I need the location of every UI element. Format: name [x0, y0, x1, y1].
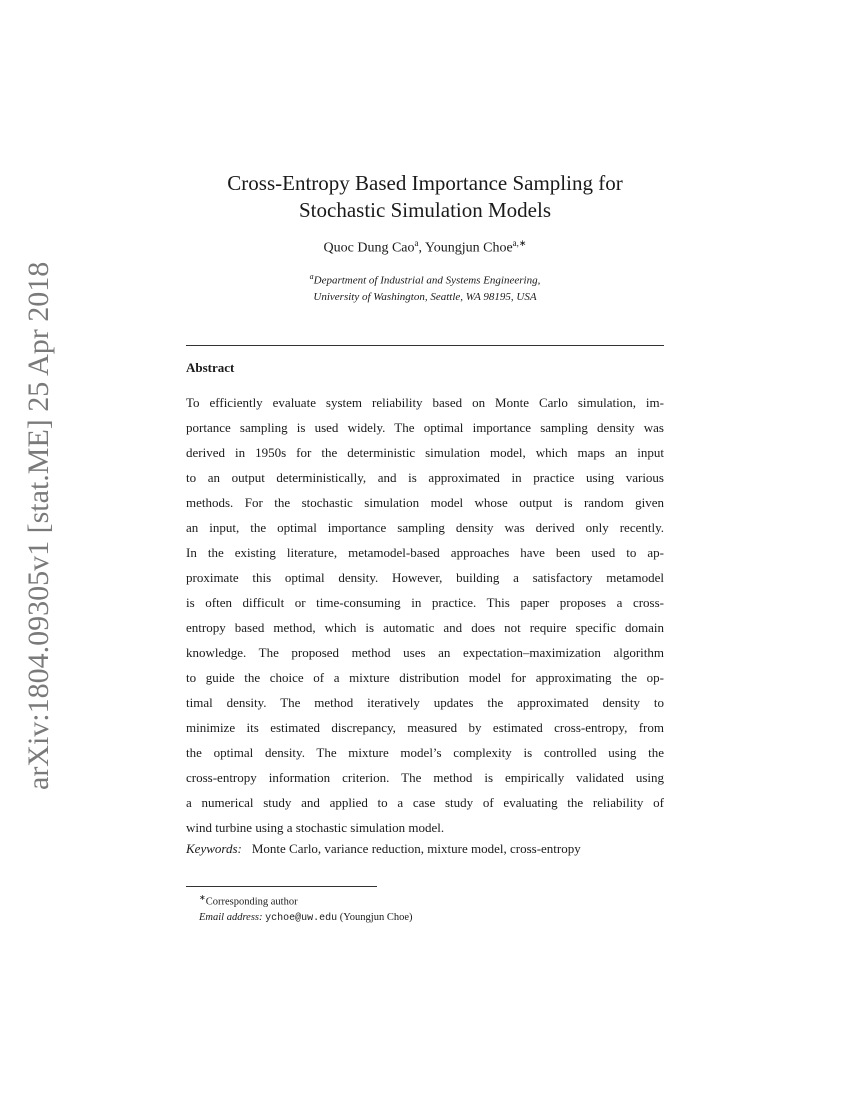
- footnote-rule: [186, 886, 377, 887]
- abstract-line: To efficiently evaluate system reliability based on Monte Carlo simulation, im-: [186, 395, 664, 410]
- abstract-line: entropy based method, which is automatic and does not require specific domain: [186, 620, 664, 635]
- abstract-line: timal density. The method iteratively updates the approximated density to: [186, 695, 664, 710]
- abstract-line: proximate this optimal density. However, building a satisfactory metamodel: [186, 570, 664, 585]
- abstract-line: knowledge. The proposed method uses an expectation–maximization algorithm: [186, 645, 664, 660]
- abstract-line: In the existing literature, metamodel-based approaches have been used to ap-: [186, 545, 664, 560]
- abstract-line: to guide the choice of a mixture distribution model for approximating the op-: [186, 670, 664, 685]
- abstract-line: an input, the optimal importance sampling density was derived only recently.: [186, 520, 664, 535]
- paper-title: [0, 170, 850, 224]
- email-label: Email address:: [199, 911, 263, 923]
- abstract-line: minimize its estimated discrepancy, measured by estimated cross-entropy, from: [186, 720, 664, 735]
- keywords-text: Monte Carlo, variance reduction, mixture model, cross-entropy: [251, 841, 581, 856]
- abstract-body: [186, 390, 664, 840]
- arxiv-identifier-stamp: arXiv:1804.09305v1 [stat.ME] 25 Apr 2018: [22, 261, 55, 790]
- affiliation-line-1: Department of Industrial and Systems Engineering,: [313, 274, 541, 287]
- abstract-line: the optimal density. The mixture model’s complexity is controlled using the: [186, 745, 664, 760]
- footnote: [199, 890, 412, 926]
- abstract-top-rule: [186, 345, 664, 346]
- affiliation-line-2: University of Washington, Seattle, WA 98195, USA: [313, 290, 537, 303]
- email-address[interactable]: ychoe@uw.edu: [265, 912, 338, 924]
- author-2-affiliation-marker: a,∗: [512, 238, 527, 248]
- author-separator: ,: [418, 240, 426, 256]
- title-line-2: Stochastic Simulation Models: [299, 198, 551, 222]
- author-2: Youngjun Choe: [425, 240, 513, 256]
- footnote-marker: ∗: [199, 893, 206, 902]
- abstract-line: portance sampling is used widely. The optimal importance sampling density was: [186, 420, 664, 435]
- abstract-line: to an output deterministically, and is approximated in practice using various: [186, 470, 664, 485]
- corresponding-author-note: Corresponding author: [205, 896, 298, 908]
- abstract-heading: Abstract: [186, 360, 235, 375]
- affiliation-marker: a: [309, 272, 314, 281]
- abstract-line: derived in 1950s for the deterministic simulation model, which maps an input: [186, 445, 664, 460]
- author-list: [0, 238, 850, 257]
- author-1: Quoc Dung Cao: [323, 240, 415, 256]
- abstract-line: a numerical study and applied to a case study of evaluating the reliability of: [186, 795, 664, 810]
- keywords-label: Keywords:: [186, 841, 242, 856]
- abstract-line: wind turbine using a stochastic simulation model.: [186, 820, 445, 835]
- title-line-1: Cross-Entropy Based Importance Sampling for: [227, 171, 623, 195]
- keywords: [186, 841, 581, 857]
- author-1-affiliation-marker: a: [414, 238, 419, 248]
- abstract-line: is often difficult or time-consuming in practice. This paper proposes a cross-: [186, 595, 664, 610]
- abstract-line: cross-entropy information criterion. The method is empirically validated using: [186, 770, 664, 785]
- abstract-line: methods. For the stochastic simulation model whose output is random given: [186, 495, 664, 510]
- affiliation: [0, 269, 850, 305]
- email-owner: (Youngjun Choe): [339, 911, 413, 923]
